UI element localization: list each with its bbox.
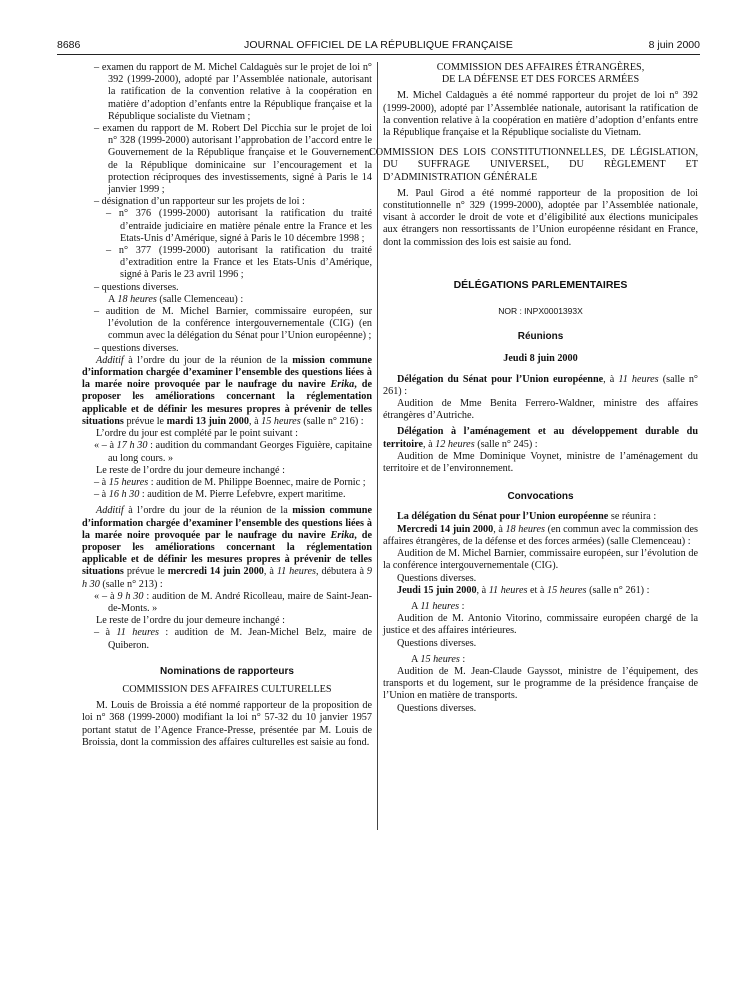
delegation-text: Audition de Mme Benita Ferrero-Waldner, ministre des affaires étrangères d’Autriche. bbox=[383, 398, 698, 422]
convocation-text: Questions diverses. bbox=[397, 637, 477, 649]
text-line: L’ordre du jour est complété par le point suivant : bbox=[96, 428, 298, 440]
issue-date: 8 juin 2000 bbox=[648, 39, 700, 51]
agenda-item: – à 11 heures : audition de M. Jean-Michel Belz, maire de Quiberon. bbox=[94, 627, 372, 651]
addendum-paragraph: Additif à l’ordre du jour de la réunion de la mission commune d’information chargée d’examiner l’ensemble des questions liées à la marée noire provoquée par le naufrage du navire Erika, de proposer les améliorations concernant la réglementation applicable et de définir les mesures propres à prévenir de telles situations prévue le mercredi 14 juin 2000, à 11 heures, débutera à 9 h 30 (salle n° 213) : bbox=[82, 505, 372, 590]
quote-item: « – à 17 h 30 : audition du commandant Georges Figuière, capitaine au long cours. » bbox=[94, 440, 372, 464]
subsection-heading: Convocations bbox=[507, 491, 574, 503]
running-header bbox=[57, 38, 700, 55]
delegation-text: Audition de Mme Dominique Voynet, ministre de l’aménagement du territoire et de l’environnement. bbox=[383, 450, 698, 475]
left-column bbox=[82, 62, 372, 749]
convocation-text: Questions diverses. bbox=[397, 572, 477, 584]
committee-heading: COMMISSION DES LOIS CONSTITUTIONNELLES, DE LÉGISLATION, DU SUFFRAGE UNIVERSEL, DU RÈGLEMENT ET D’ADMINISTRATION GÉNÉRALE bbox=[369, 147, 698, 183]
right-column bbox=[369, 62, 699, 715]
convocation-entry: Mercredi 14 juin 2000, à 18 heures (en commun avec la commission des affaires étrangères, de la défense et des forces armées) (salle Clemenceau) : bbox=[383, 523, 698, 547]
subsection-heading: Réunions bbox=[517, 331, 564, 343]
convocation-text: Audition de M. Jean-Claude Gayssot, ministre de l’équipement, des transports et du logement, sur le programme de la présidence française de l’Union en matière de transports. bbox=[383, 665, 698, 702]
agenda-item: – à 16 h 30 : audition de M. Pierre Lefebvre, expert maritime. bbox=[94, 489, 346, 501]
delegation-entry: Délégation à l’aménagement et au développement durable du territoire, à 12 heures (salle n° 245) : bbox=[383, 426, 698, 450]
addendum-paragraph: Additif à l’ordre du jour de la réunion de la mission commune d’information chargée d’examiner l’ensemble des questions liées à la marée noire provoquée par le naufrage du navire Erika, de proposer les améliorations concernant la réglementation applicable et de définir les mesures propres à prévenir de telles situations prévue le mardi 13 juin 2000, à 15 heures (salle n° 216) : bbox=[82, 354, 372, 427]
agenda-subitem: – n° 376 (1999-2000) autorisant la ratification du traité d’entraide judiciaire en matière pénale entre la France et les Etats-Unis d’Amérique, signé à Paris le 10 décembre 1998 ; bbox=[106, 208, 372, 244]
section-heading: DÉLÉGATIONS PARLEMENTAIRES bbox=[453, 278, 628, 291]
agenda-item: – examen du rapport de M. Michel Caldaguès sur le projet de loi n° 392 (1999-2000), adopté par l’Assemblée nationale, autorisant la ratification de la convention relative à la coopération en matière d’adoption d’enfants entre la République française et la République socialiste du Vietnam ; bbox=[94, 62, 372, 122]
convocation-intro: La délégation du Sénat pour l’Union européenne se réunira : bbox=[397, 511, 657, 523]
agenda-item: – désignation d’un rapporteur sur les projets de loi : bbox=[94, 196, 305, 208]
agenda-item: – examen du rapport de M. Robert Del Picchia sur le projet de loi n° 328 (1999-2000) autorisant l’approbation de l’accord entre le Gouvernement de la République française et le Gouvernement de la République dominicaine sur l’encouragement et la protection réciproques des investissements, signé à Paris le 14 janvier 1999 ; bbox=[94, 123, 372, 196]
delegation-entry: Délégation du Sénat pour l’Union européenne, à 11 heures (salle n° 261) : bbox=[383, 373, 699, 397]
session-time: A 11 heures : bbox=[411, 600, 465, 612]
committee-heading: DE LA DÉFENSE ET DES FORCES ARMÉES bbox=[441, 74, 640, 86]
agenda-item: – questions diverses. bbox=[94, 281, 179, 293]
quote-item: « – à 9 h 30 : audition de M. André Ricolleau, maire de Saint-Jean-de-Monts. » bbox=[94, 590, 372, 614]
meeting-date: Jeudi 8 juin 2000 bbox=[503, 353, 578, 365]
nomination-text: M. Paul Girod a été nommé rapporteur de la proposition de loi constitutionnelle n° 329 (1999-2000), adoptée par l’Assemblée nationale, visant à accorder le droit de vote et d’éligibilité aux élections municipales aux étrangers non ressortissants de l’Union européenne résidant en France, dont la commission des lois est saisie au fond. bbox=[383, 187, 698, 248]
session-time: A 18 heures (salle Clemenceau) : bbox=[108, 293, 244, 305]
committee-heading: COMMISSION DES AFFAIRES ÉTRANGÈRES, bbox=[436, 62, 645, 73]
agenda-subitem: – n° 377 (1999-2000) autorisant la ratification du traité d’extradition entre la France et les Etats-Unis d’Amérique, signé à Paris le 23 avril 1996 ; bbox=[106, 245, 372, 281]
agenda-item: – audition de M. Michel Barnier, commissaire européen, sur l’évolution de la conférence intergouvernementale (CIG) (en commun avec la délégation du Sénat pour l’Union européenne) ; bbox=[94, 306, 372, 342]
agenda-item: – à 15 heures : audition de M. Philippe Boennec, maire de Pornic ; bbox=[94, 476, 366, 488]
nomination-text: M. Michel Caldaguès a été nommé rapporteur du projet de loi n° 392 (1999-2000), adopté par l’Assemblée nationale, autorisant la ratification de la convention relative à la coopération en matière d’adoption d’enfants entre la République française et la République socialiste du Vietnam. bbox=[383, 90, 698, 139]
session-time: A 15 heures : bbox=[411, 653, 466, 665]
convocation-text: Questions diverses. bbox=[397, 702, 477, 714]
journal-title: JOURNAL OFFICIEL DE LA RÉPUBLIQUE FRANÇAISE bbox=[244, 39, 513, 51]
agenda-item: – questions diverses. bbox=[94, 342, 179, 354]
section-heading: Nominations de rapporteurs bbox=[160, 665, 294, 677]
text-line: Le reste de l’ordre du jour demeure inchangé : bbox=[96, 615, 285, 627]
text-line: Le reste de l’ordre du jour demeure inchangé : bbox=[96, 464, 285, 476]
nomination-text: M. Louis de Broissia a été nommé rapporteur de la proposition de loi n° 368 (1999-2000) modifiant la loi n° 57-32 du 10 janvier 1957 portant statut de l’Agence France-Presse, présentée par M. Louis de Broissia, dont la commission des affaires culturelles est saisie au fond. bbox=[82, 700, 372, 748]
convocation-entry: Jeudi 15 juin 2000, à 11 heures et à 15 heures (salle n° 261) : bbox=[397, 584, 650, 596]
convocation-text: Audition de M. Michel Barnier, commissaire européen, sur l’évolution de la conférence intergouvernementale (CIG). bbox=[383, 548, 698, 572]
committee-heading: COMMISSION DES AFFAIRES CULTURELLES bbox=[122, 683, 332, 695]
column-divider bbox=[377, 62, 378, 830]
page-number: 8686 bbox=[57, 39, 81, 51]
convocation-text: Audition de M. Antonio Vitorino, commissaire européen chargé de la justice et des affaires intérieures. bbox=[383, 613, 698, 637]
nor-reference: NOR : INPX0001393X bbox=[498, 306, 583, 317]
